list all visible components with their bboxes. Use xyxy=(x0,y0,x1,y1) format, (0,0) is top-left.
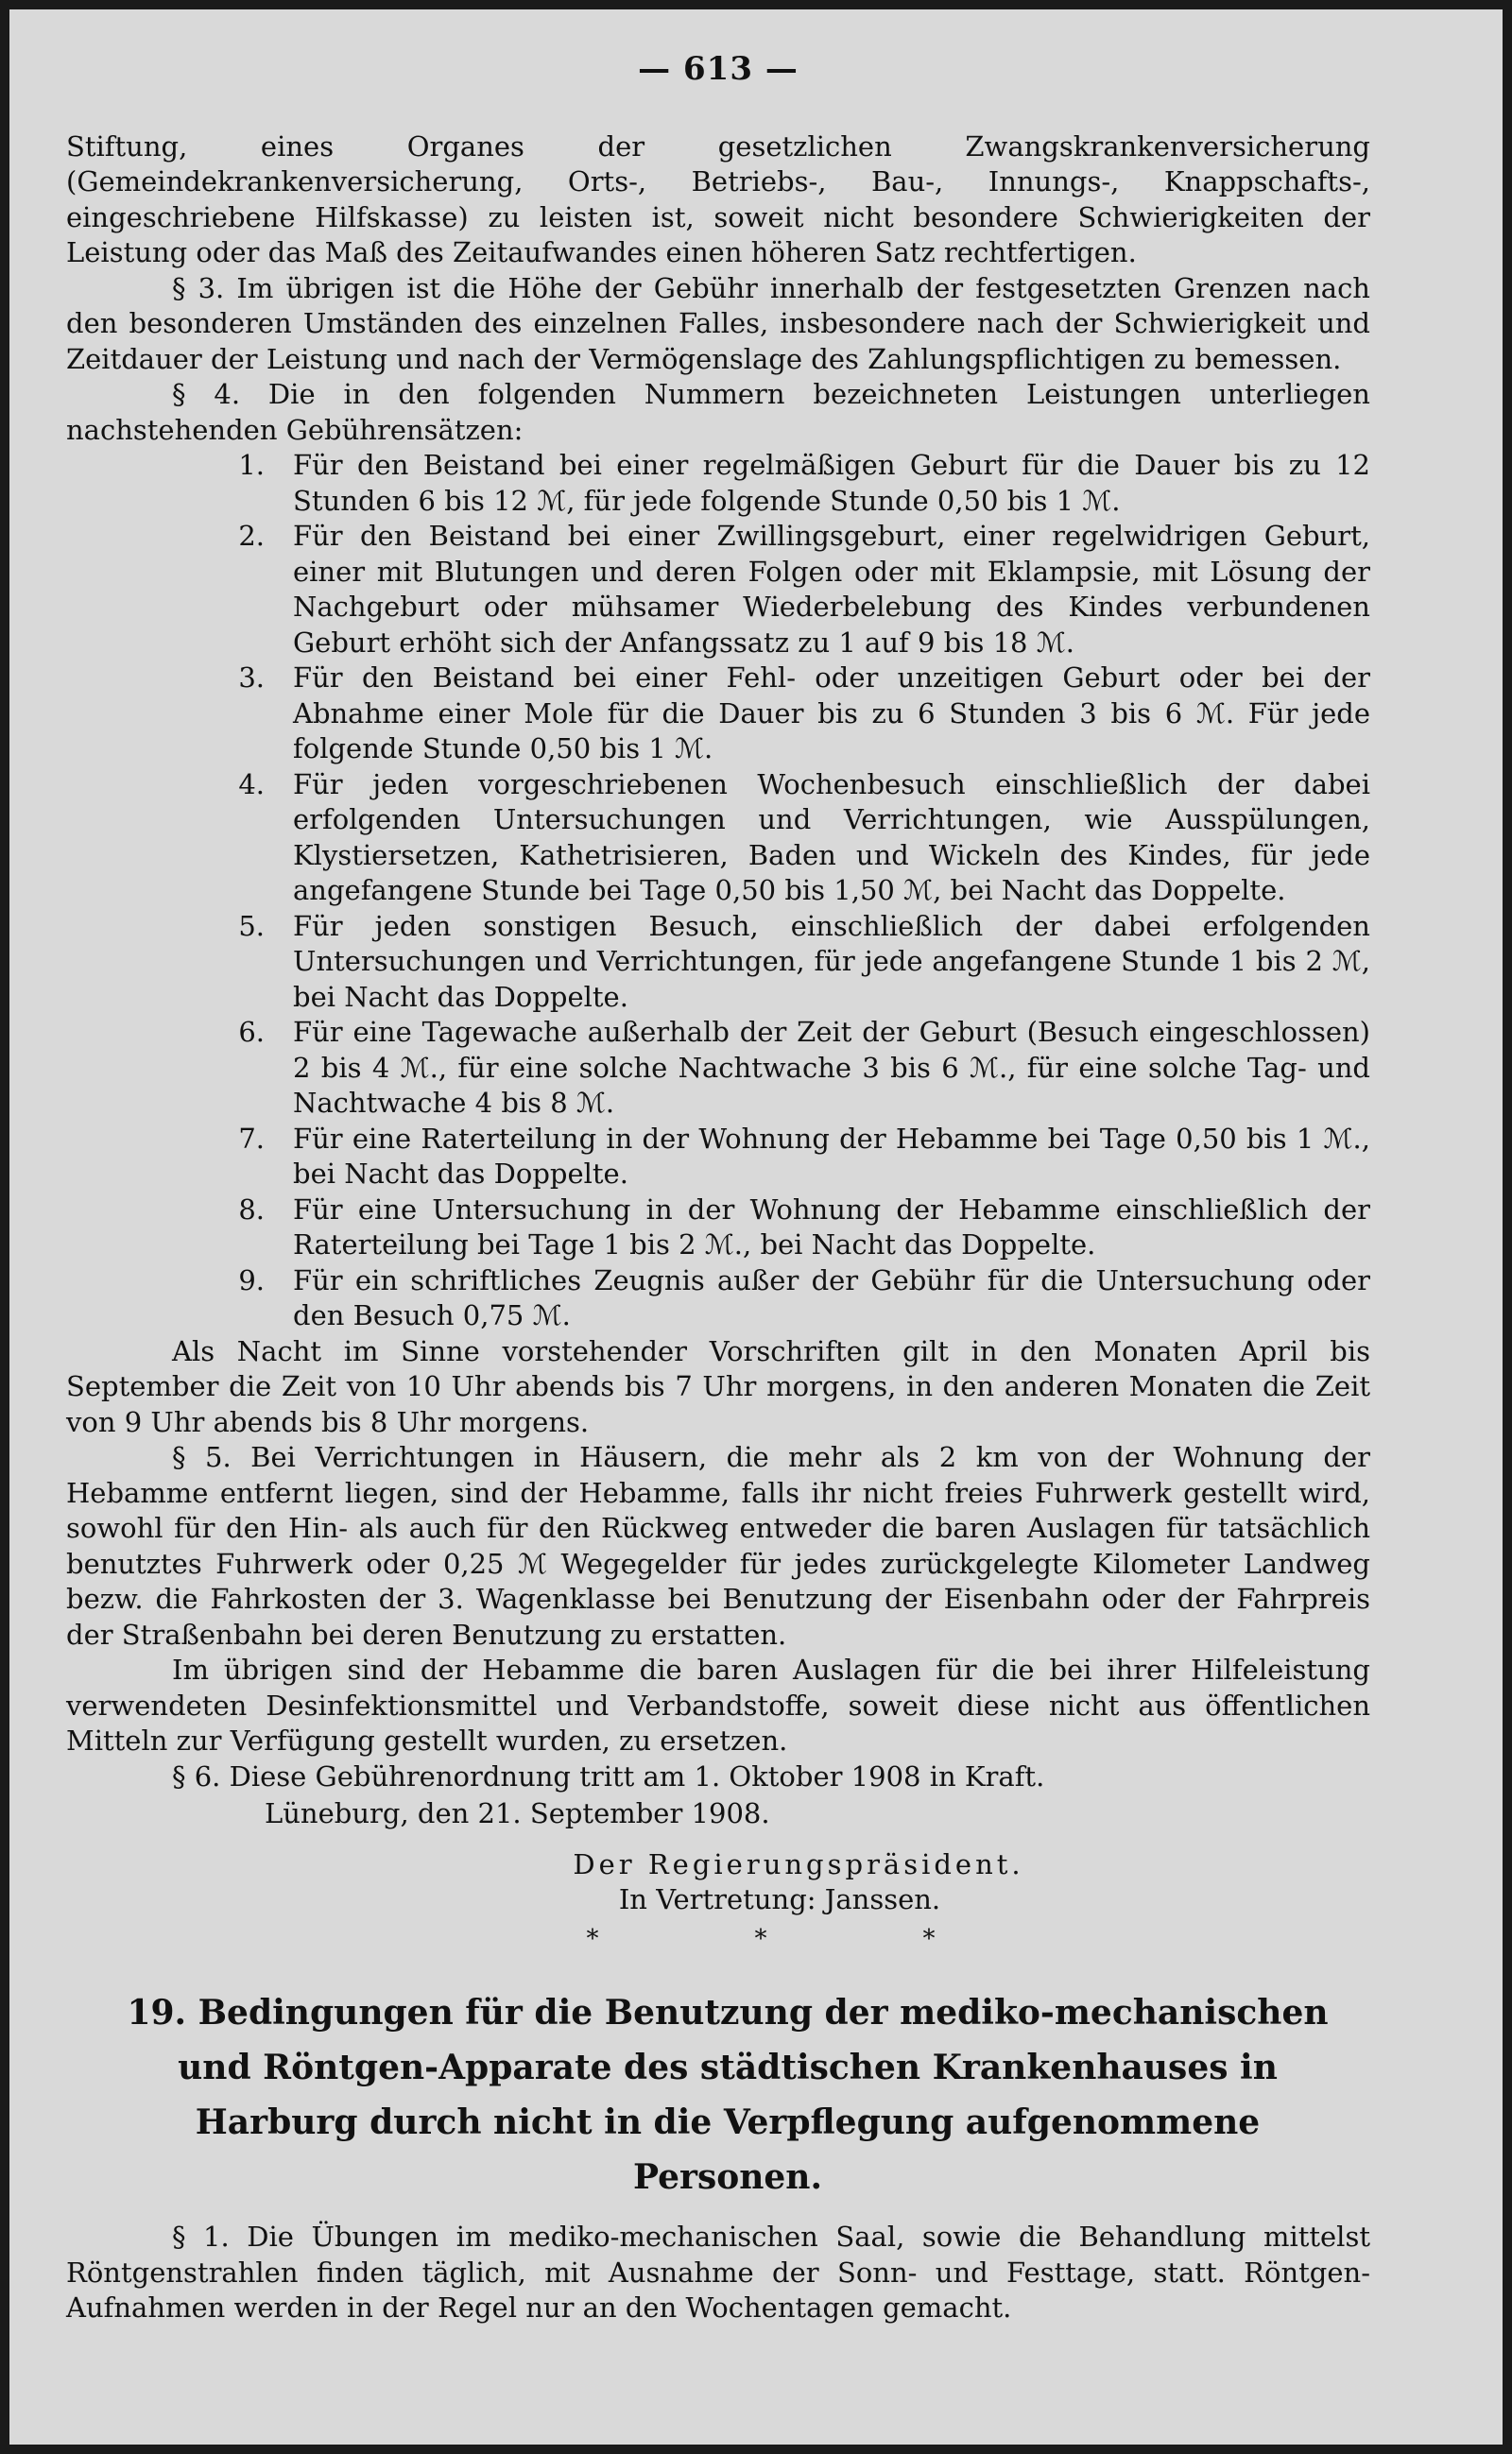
separator-star: * xyxy=(586,1924,599,1953)
paragraph-section-1: § 1. Die Übungen im mediko-mechanischen Saal, sowie die Behandlung mittelst Röntgenstrahlen finden täglich, mit Ausnahme der Sonn- und Festtage, statt. Röntgen-Aufnahmen werden in der Regel nur an den Wochentagen gemacht. xyxy=(66,2221,1370,2324)
item-number: 9. xyxy=(238,1263,265,1296)
item-text: Für jeden vorgeschriebenen Wochenbesuch einschließlich der dabei erfolgenden Untersuchungen und Verrichtungen, wie Ausspülungen, Klystiersetzen, Kathetrisieren, Baden und Wickeln des Kindes, für jede angefangene Stunde bei Tage 0,50 bis 1,50 ℳ, bei Nacht das Doppelte. xyxy=(293,767,1370,906)
item-number: 3. xyxy=(238,661,265,694)
list-item xyxy=(66,1263,1370,1334)
paragraph-continuation: Stiftung, eines Organes der gesetzlichen Zwangskrankenversicherung (Gemeindekrankenversicherung, Orts-, Betriebs-, Bau-, Innungs-, Knappschafts-, eingeschriebene Hilfskasse) zu leisten ist, soweit nicht besondere Schwierigkeiten der Leistung oder das Maß des Zeitaufwandes einen höheren Satz rechtfertigen. xyxy=(66,129,1370,268)
item-text: Für eine Untersuchung in der Wohnung der Hebamme einschließlich der Raterteilung bei Tage 1 bis 2 ℳ., bei Nacht das Doppelte. xyxy=(293,1193,1370,1261)
item-number: 4. xyxy=(238,767,265,800)
item-text: Für den Beistand bei einer regelmäßigen Geburt für die Dauer bis zu 12 Stunden 6 bis 12 ℳ, für jede folgende Stunde 0,50 bis 1 ℳ. xyxy=(293,449,1370,517)
paragraph-section-6: § 6. Diese Gebührenordnung tritt am 1. Oktober 1908 in Kraft. xyxy=(172,1759,1045,1793)
section-separator xyxy=(66,1922,1370,1958)
signature-title: Der Regierungspräsident. xyxy=(573,1847,1024,1880)
separator-star: * xyxy=(922,1924,936,1953)
document-page xyxy=(9,9,1503,2445)
item-number: 7. xyxy=(238,1122,265,1155)
list-item xyxy=(66,909,1370,1016)
item-text: Für den Beistand bei einer Zwillingsgeburt, einer regelwidrigen Geburt, einer mit Blutungen und deren Folgen oder mit Eklampsie, mit Lösung der Nachgeburt oder mühsamer Wiederbelebung des Kindes verbundenen Geburt erhöht sich der Anfangssatz zu 1 auf 9 bis 18 ℳ. xyxy=(293,520,1370,659)
section-heading: 19. Bedingungen für die Benutzung der mediko-mechanischen und Röntgen-Apparate des städtischen Krankenhauses in Harburg durch nicht in die Verpflegung aufgenommene Personen. xyxy=(127,1993,1329,2197)
list-item xyxy=(66,661,1370,767)
list-item xyxy=(66,1193,1370,1263)
list-item xyxy=(66,448,1370,519)
paragraph-section-3: § 3. Im übrigen ist die Höhe der Gebühr innerhalb der festgesetzten Grenzen nach den besonderen Umständen des einzelnen Falles, insbesondere nach der Schwierigkeit und Zeitdauer der Leistung und nach der Vermögenslage des Zahlungspflichtigen zu bemessen. xyxy=(66,271,1370,375)
item-text: Für ein schriftliches Zeugnis außer der Gebühr für die Untersuchung oder den Besuch 0,75 ℳ. xyxy=(293,1263,1370,1331)
item-text: Für eine Tagewache außerhalb der Zeit der Geburt (Besuch eingeschlossen) 2 bis 4 ℳ., für eine solche Nachtwache 3 bis 6 ℳ., für eine solche Tag- und Nachtwache 4 bis 8 ℳ. xyxy=(293,1016,1370,1119)
page-number: — 613 — xyxy=(638,50,799,88)
item-text: Für eine Raterteilung in der Wohnung der Hebamme bei Tage 0,50 bis 1 ℳ., bei Nacht das Doppelte. xyxy=(293,1122,1370,1190)
list-item xyxy=(66,767,1370,909)
separator-star: * xyxy=(754,1924,767,1953)
item-text: Für den Beistand bei einer Fehl- oder unzeitigen Geburt oder bei der Abnahme einer Mole für die Dauer bis zu 6 Stunden 3 bis 6 ℳ. Für jede folgende Stunde 0,50 bis 1 ℳ. xyxy=(293,661,1370,764)
item-number: 1. xyxy=(238,449,265,481)
item-number: 8. xyxy=(238,1193,265,1226)
signature-name: In Vertretung: Janssen. xyxy=(618,1883,941,1915)
fee-list xyxy=(66,448,1370,1334)
paragraph-section-4: § 4. Die in den folgenden Nummern bezeichneten Leistungen unterliegen nachstehenden Gebührensätzen: xyxy=(66,378,1370,446)
item-text: Für jeden sonstigen Besuch, einschließlich der dabei erfolgenden Untersuchungen und Verrichtungen, für jede angefangene Stunde 1 bis 2 ℳ, bei Nacht das Doppelte. xyxy=(293,909,1370,1013)
paragraph-night-definition: Als Nacht im Sinne vorstehender Vorschriften gilt in den Monaten April bis September die Zeit von 10 Uhr abends bis 7 Uhr morgens, in den anderen Monaten die Zeit von 9 Uhr abends bis 8 Uhr morgens. xyxy=(66,1334,1370,1438)
item-number: 2. xyxy=(238,520,265,552)
item-number: 5. xyxy=(238,909,265,942)
place-date: Lüneburg, den 21. September 1908. xyxy=(265,1797,770,1829)
paragraph-section-5: § 5. Bei Verrichtungen in Häusern, die mehr als 2 km von der Wohnung der Hebamme entfernt liegen, sind der Hebamme, falls ihr nicht freies Fuhrwerk gestellt wird, sowohl für den Hin- als auch für den Rückweg entweder die baren Auslagen für tatsächlich benutztes Fuhrwerk oder 0,25 ℳ Wegegelder für jedes zurückgelegte Kilometer Landweg bezw. die Fahrkosten der 3. Wagenklasse bei Benutzung der Eisenbahn oder der Fahrpreis der Straßenbahn bei deren Benutzung zu erstatten. xyxy=(66,1441,1370,1651)
paragraph-expenses: Im übrigen sind der Hebamme die baren Auslagen für die bei ihrer Hilfeleistung verwendeten Desinfektionsmittel und Verbandstoffe, soweit diese nicht aus öffentlichen Mitteln zur Verfügung gestellt wurden, zu ersetzen. xyxy=(66,1654,1370,1757)
list-item xyxy=(66,519,1370,661)
list-item xyxy=(66,1122,1370,1193)
list-item xyxy=(66,1015,1370,1122)
item-number: 6. xyxy=(238,1016,265,1048)
